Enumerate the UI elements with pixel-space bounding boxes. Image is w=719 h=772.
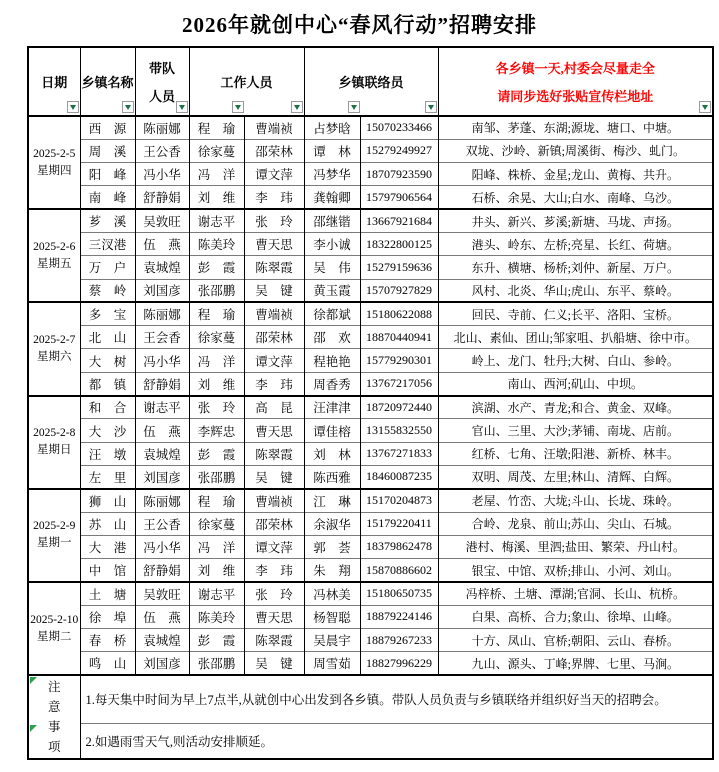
filter-button[interactable] — [425, 101, 437, 113]
table-header — [28, 47, 713, 116]
villages-cell: 滨湖、水产、青龙;和合、黄金、双峰。 — [438, 396, 713, 419]
villages-cell: 岭上、龙门、牡丹;大树、白山、参岭。 — [438, 349, 713, 372]
township-cell: 西 源 — [80, 116, 135, 139]
villages-cell: 港村、梅溪、里泗;盐田、繁荣、丹山村。 — [438, 535, 713, 558]
header-staff — [189, 47, 304, 116]
filter-button[interactable] — [699, 101, 711, 113]
staff2-cell: 张 玲 — [244, 209, 304, 232]
staff1-cell: 程 瑜 — [189, 302, 244, 325]
phone-cell: 18379862478 — [360, 535, 438, 558]
filter-button[interactable] — [122, 101, 134, 113]
header-date — [28, 47, 80, 116]
staff1-cell: 刘 维 — [189, 372, 244, 395]
staff2-cell: 曹端祯 — [244, 116, 304, 139]
phone-cell: 18870440941 — [360, 326, 438, 349]
phone-cell: 18460087235 — [360, 465, 438, 488]
staff1-cell: 徐家蔓 — [189, 139, 244, 162]
villages-cell: 双垅、沙岭、新镇;周溪街、梅沙、虬门。 — [438, 139, 713, 162]
filter-arrow-icon — [351, 105, 357, 110]
phone-cell: 18707923590 — [360, 163, 438, 186]
staff2-cell: 曹天思 — [244, 605, 304, 628]
leader-cell: 陈丽娜 — [135, 302, 189, 325]
liaison-cell: 李小诚 — [304, 232, 360, 255]
staff2-cell: 曹端祯 — [244, 489, 304, 512]
weekday-text: 星期日 — [37, 444, 72, 457]
notes-label-char: 意 — [47, 700, 61, 715]
staff2-cell: 吴 键 — [244, 652, 304, 675]
staff1-cell: 谢志平 — [189, 209, 244, 232]
schedule-row — [28, 629, 713, 652]
phone-cell: 15180650735 — [360, 582, 438, 605]
staff1-cell: 谢志平 — [189, 582, 244, 605]
header-township — [80, 47, 135, 116]
date-cell — [28, 396, 80, 489]
villages-cell: 银宝、中馆、双桥;排山、小河、刘山。 — [438, 559, 713, 582]
weekday-text: 星期四 — [37, 164, 72, 177]
villages-cell: 井头、新兴、芗溪;新塘、马垅、声扬。 — [438, 209, 713, 232]
phone-cell: 15179220411 — [360, 512, 438, 535]
date-text: 2025-2-9 — [33, 520, 76, 533]
header-liaison — [304, 47, 438, 116]
staff1-cell: 张邵鹏 — [189, 465, 244, 488]
villages-cell: 南邹、茅蓬、东湖;源垅、塘口、中塘。 — [438, 116, 713, 139]
liaison-cell: 郭 荟 — [304, 535, 360, 558]
liaison-cell: 邵 欢 — [304, 326, 360, 349]
leader-cell: 吴敦旺 — [135, 582, 189, 605]
liaison-cell: 吴晨宇 — [304, 629, 360, 652]
leader-cell: 袁城煌 — [135, 442, 189, 465]
liaison-cell: 周雪茹 — [304, 652, 360, 675]
schedule-row — [28, 116, 713, 139]
notes-label-char: 注 — [47, 680, 61, 695]
filter-arrow-icon — [235, 105, 241, 110]
leader-cell: 王公香 — [135, 139, 189, 162]
liaison-cell: 余淑华 — [304, 512, 360, 535]
villages-cell: 风村、北炎、华山;虎山、东平、蔡岭。 — [438, 279, 713, 302]
staff2-cell: 曹天思 — [244, 419, 304, 442]
phone-cell: 15170204873 — [360, 489, 438, 512]
township-cell: 万 户 — [80, 256, 135, 279]
filter-button[interactable] — [67, 101, 79, 113]
staff1-cell: 程 瑜 — [189, 489, 244, 512]
phone-cell: 18879267233 — [360, 629, 438, 652]
township-cell: 土 塘 — [80, 582, 135, 605]
staff2-cell: 陈翠霞 — [244, 442, 304, 465]
header-notice-line1: 各乡镇一天,村委会尽量走全 — [495, 60, 655, 76]
villages-cell: 红桥、七角、汪墩;阳港、新桥、林丰。 — [438, 442, 713, 465]
liaison-cell: 冯林美 — [304, 582, 360, 605]
staff1-cell: 冯 洋 — [189, 535, 244, 558]
villages-cell: 港头、岭东、左桥;亮星、长红、荷塘。 — [438, 232, 713, 255]
notes-label-char: 项 — [47, 740, 61, 755]
header-date-label: 日期 — [41, 75, 68, 90]
staff1-cell: 陈美玲 — [189, 232, 244, 255]
date-cell — [28, 302, 80, 395]
schedule-row — [28, 349, 713, 372]
liaison-cell: 周香秀 — [304, 372, 360, 395]
schedule-row — [28, 232, 713, 255]
villages-cell: 回民、寺前、仁义;长平、洛阳、宝桥。 — [438, 302, 713, 325]
staff2-cell: 邵荣林 — [244, 512, 304, 535]
phone-cell: 15870886602 — [360, 559, 438, 582]
header-leader-line2: 人员 — [148, 89, 175, 105]
villages-cell: 九山、源头、丁峰;界牌、七里、马涧。 — [438, 652, 713, 675]
weekday-text: 星期一 — [37, 537, 72, 550]
liaison-cell: 徐都斌 — [304, 302, 360, 325]
township-cell: 大 港 — [80, 535, 135, 558]
schedule-row — [28, 465, 713, 488]
liaison-cell: 龚翰卿 — [304, 186, 360, 209]
township-cell: 多 宝 — [80, 302, 135, 325]
phone-cell: 15279159636 — [360, 256, 438, 279]
leader-cell: 袁城煌 — [135, 629, 189, 652]
date-text: 2025-2-8 — [33, 427, 76, 440]
schedule-row — [28, 186, 713, 209]
township-cell: 鸣 山 — [80, 652, 135, 675]
phone-cell: 15707927829 — [360, 279, 438, 302]
liaison-cell: 谭 林 — [304, 139, 360, 162]
leader-cell: 袁城煌 — [135, 256, 189, 279]
staff1-cell: 徐家蔓 — [189, 326, 244, 349]
staff1-cell: 冯 洋 — [189, 349, 244, 372]
liaison-cell: 汪津津 — [304, 396, 360, 419]
staff1-cell: 冯 洋 — [189, 163, 244, 186]
liaison-cell: 刘 林 — [304, 442, 360, 465]
staff1-cell: 程 瑜 — [189, 116, 244, 139]
date-text: 2025-2-5 — [33, 147, 76, 160]
liaison-cell: 程艳艳 — [304, 349, 360, 372]
staff1-cell: 徐家蔓 — [189, 512, 244, 535]
staff2-cell: 李 玮 — [244, 372, 304, 395]
villages-cell: 北山、素仙、团山;邹家咀、扒船塘、徐中市。 — [438, 326, 713, 349]
schedule-body — [28, 116, 713, 759]
villages-cell: 石桥、余晃、大山;白水、南峰、乌沙。 — [438, 186, 713, 209]
schedule-row — [28, 139, 713, 162]
header-liaison-label: 乡镇联络员 — [338, 75, 404, 90]
staff2-cell: 曹天思 — [244, 232, 304, 255]
notes-label-cell — [28, 675, 80, 759]
phone-cell: 15070233466 — [360, 116, 438, 139]
township-cell: 大 树 — [80, 349, 135, 372]
liaison-cell: 杨智聪 — [304, 605, 360, 628]
leader-cell: 谢志平 — [135, 396, 189, 419]
schedule-row — [28, 559, 713, 582]
weekday-text: 星期五 — [37, 257, 72, 270]
date-text: 2025-2-6 — [33, 240, 76, 253]
schedule-row — [28, 209, 713, 232]
page-title: 2026年就创中心“春风行动”招聘安排 — [182, 13, 537, 37]
schedule-row — [28, 442, 713, 465]
staff2-cell: 陈翠霞 — [244, 256, 304, 279]
township-cell: 苏 山 — [80, 512, 135, 535]
staff2-cell: 谭文萍 — [244, 163, 304, 186]
township-cell: 和 合 — [80, 396, 135, 419]
schedule-row — [28, 396, 713, 419]
liaison-cell: 谭佳榕 — [304, 419, 360, 442]
township-cell: 春 桥 — [80, 629, 135, 652]
leader-cell: 刘国彦 — [135, 279, 189, 302]
liaison-cell: 占梦晗 — [304, 116, 360, 139]
township-cell: 都 镇 — [80, 372, 135, 395]
header-leader — [135, 47, 189, 116]
date-text: 2025-2-7 — [33, 333, 76, 346]
township-cell: 周 溪 — [80, 139, 135, 162]
green-flag-icon — [30, 677, 37, 684]
liaison-cell: 邵继锴 — [304, 209, 360, 232]
staff1-cell: 张邵鹏 — [189, 279, 244, 302]
staff2-cell: 张 玲 — [244, 582, 304, 605]
villages-cell: 合岭、龙泉、前山;苏山、尖山、石城。 — [438, 512, 713, 535]
schedule-row — [28, 372, 713, 395]
schedule-row — [28, 582, 713, 605]
leader-cell: 冯小华 — [135, 163, 189, 186]
leader-cell: 伍 燕 — [135, 232, 189, 255]
villages-cell: 南山、西河;矶山、中坝。 — [438, 372, 713, 395]
phone-cell: 15797906564 — [360, 186, 438, 209]
filter-arrow-icon — [294, 105, 300, 110]
schedule-row — [28, 419, 713, 442]
staff2-cell: 吴 键 — [244, 279, 304, 302]
filter-arrow-icon — [70, 105, 76, 110]
phone-cell: 13767271833 — [360, 442, 438, 465]
township-cell: 汪 墩 — [80, 442, 135, 465]
staff2-cell: 李 玮 — [244, 186, 304, 209]
liaison-cell: 吴 伟 — [304, 256, 360, 279]
leader-cell: 王公香 — [135, 512, 189, 535]
schedule-row — [28, 256, 713, 279]
township-cell: 阳 峰 — [80, 163, 135, 186]
phone-cell: 15279249927 — [360, 139, 438, 162]
header-notice-line2: 请同步选好张贴宣传栏地址 — [497, 89, 654, 105]
date-cell — [28, 209, 80, 302]
schedule-row — [28, 512, 713, 535]
leader-cell: 冯小华 — [135, 349, 189, 372]
staff1-cell: 陈美玲 — [189, 605, 244, 628]
staff2-cell: 谭文萍 — [244, 535, 304, 558]
phone-cell: 15779290301 — [360, 349, 438, 372]
schedule-row — [28, 489, 713, 512]
table-header-row — [28, 47, 713, 116]
township-cell: 狮 山 — [80, 489, 135, 512]
township-cell: 芗 溪 — [80, 209, 135, 232]
liaison-cell: 冯梦华 — [304, 163, 360, 186]
filter-button[interactable] — [348, 101, 360, 113]
leader-cell: 吴敦旺 — [135, 209, 189, 232]
filter-button[interactable] — [291, 101, 303, 113]
staff1-cell: 刘 维 — [189, 186, 244, 209]
leader-cell: 舒静娟 — [135, 186, 189, 209]
schedule-row — [28, 326, 713, 349]
date-text: 2025-2-10 — [30, 613, 79, 626]
note-text-cell: 1.每天集中时间为早上7点半,从就创中心出发到各乡镇。带队人员负责与乡镇联络并组织好当天的招聘会。 — [80, 675, 713, 723]
villages-cell: 十方、凤山、官桥;朝阳、云山、春桥。 — [438, 629, 713, 652]
green-flag-icon — [30, 725, 37, 732]
header-leader-line1: 带队 — [148, 60, 175, 76]
phone-cell: 18827996229 — [360, 652, 438, 675]
header-notice-label — [439, 48, 713, 115]
staff2-cell: 陈翠霞 — [244, 629, 304, 652]
liaison-cell: 江 琳 — [304, 489, 360, 512]
township-cell: 左 里 — [80, 465, 135, 488]
schedule-row — [28, 279, 713, 302]
villages-cell: 阳峰、株桥、金星;龙山、黄梅、共升。 — [438, 163, 713, 186]
staff1-cell: 张 玲 — [189, 396, 244, 419]
note-row — [28, 723, 713, 759]
schedule-row — [28, 535, 713, 558]
township-cell: 徐 埠 — [80, 605, 135, 628]
schedule-row — [28, 163, 713, 186]
note-row — [28, 675, 713, 723]
filter-arrow-icon — [702, 105, 708, 110]
notes-label-char: 事 — [47, 720, 61, 735]
schedule-row — [28, 652, 713, 675]
liaison-cell: 陈西雅 — [304, 465, 360, 488]
schedule-row — [28, 302, 713, 325]
phone-cell: 18879224146 — [360, 605, 438, 628]
villages-cell: 老屋、竹峦、大垅;斗山、长垅、珠岭。 — [438, 489, 713, 512]
schedule-table — [27, 46, 714, 760]
staff1-cell: 李辉忠 — [189, 419, 244, 442]
weekday-text: 星期六 — [37, 350, 72, 363]
township-cell: 大 沙 — [80, 419, 135, 442]
leader-cell: 舒静娟 — [135, 559, 189, 582]
staff2-cell: 邵荣林 — [244, 139, 304, 162]
weekday-text: 星期二 — [37, 630, 72, 643]
header-township-label: 乡镇名称 — [81, 75, 134, 90]
township-cell: 蔡 岭 — [80, 279, 135, 302]
phone-cell: 13155832550 — [360, 419, 438, 442]
header-staff-label: 工作人员 — [220, 75, 273, 90]
filter-arrow-icon — [179, 105, 185, 110]
schedule-row — [28, 605, 713, 628]
date-cell — [28, 582, 80, 675]
villages-cell: 东升、横塘、杨桥;刘仲、新屋、万户。 — [438, 256, 713, 279]
note-text-cell: 2.如遇雨雪天气,则活动安排顺延。 — [80, 723, 713, 759]
filter-arrow-icon — [125, 105, 131, 110]
date-cell — [28, 489, 80, 582]
staff1-cell: 彭 霞 — [189, 629, 244, 652]
staff2-cell: 李 玮 — [244, 559, 304, 582]
leader-cell: 冯小华 — [135, 535, 189, 558]
leader-cell: 陈丽娜 — [135, 116, 189, 139]
phone-cell: 15180622088 — [360, 302, 438, 325]
township-cell: 中 馆 — [80, 559, 135, 582]
villages-cell: 双明、周茂、左里;林山、清辉、白辉。 — [438, 465, 713, 488]
phone-cell: 18720972440 — [360, 396, 438, 419]
staff2-cell: 曹端祯 — [244, 302, 304, 325]
leader-cell: 刘国彦 — [135, 652, 189, 675]
filter-arrow-icon — [428, 105, 434, 110]
staff1-cell: 彭 霞 — [189, 256, 244, 279]
leader-cell: 王会香 — [135, 326, 189, 349]
staff1-cell: 彭 霞 — [189, 442, 244, 465]
leader-cell: 伍 燕 — [135, 605, 189, 628]
township-cell: 南 峰 — [80, 186, 135, 209]
leader-cell: 陈丽娜 — [135, 489, 189, 512]
leader-cell: 刘国彦 — [135, 465, 189, 488]
date-cell — [28, 116, 80, 209]
staff1-cell: 张邵鹏 — [189, 652, 244, 675]
filter-button[interactable] — [176, 101, 188, 113]
header-notice — [438, 47, 713, 116]
villages-cell: 官山、三里、大沙;茅铺、南垅、店前。 — [438, 419, 713, 442]
villages-cell: 冯梓桥、土塘、潭湖;官洞、长山、杭桥。 — [438, 582, 713, 605]
liaison-cell: 黄玉霞 — [304, 279, 360, 302]
township-cell: 北 山 — [80, 326, 135, 349]
staff2-cell: 吴 键 — [244, 465, 304, 488]
township-cell: 三汊港 — [80, 232, 135, 255]
staff1-cell: 刘 维 — [189, 559, 244, 582]
villages-cell: 白果、高桥、合力;象山、徐埠、山峰。 — [438, 605, 713, 628]
staff2-cell: 邵荣林 — [244, 326, 304, 349]
phone-cell: 13667921684 — [360, 209, 438, 232]
leader-cell: 伍 燕 — [135, 419, 189, 442]
filter-button[interactable] — [232, 101, 244, 113]
phone-cell: 13767217056 — [360, 372, 438, 395]
staff2-cell: 谭文萍 — [244, 349, 304, 372]
leader-cell: 舒静娟 — [135, 372, 189, 395]
staff2-cell: 高 昆 — [244, 396, 304, 419]
liaison-cell: 朱 翔 — [304, 559, 360, 582]
phone-cell: 18322800125 — [360, 232, 438, 255]
